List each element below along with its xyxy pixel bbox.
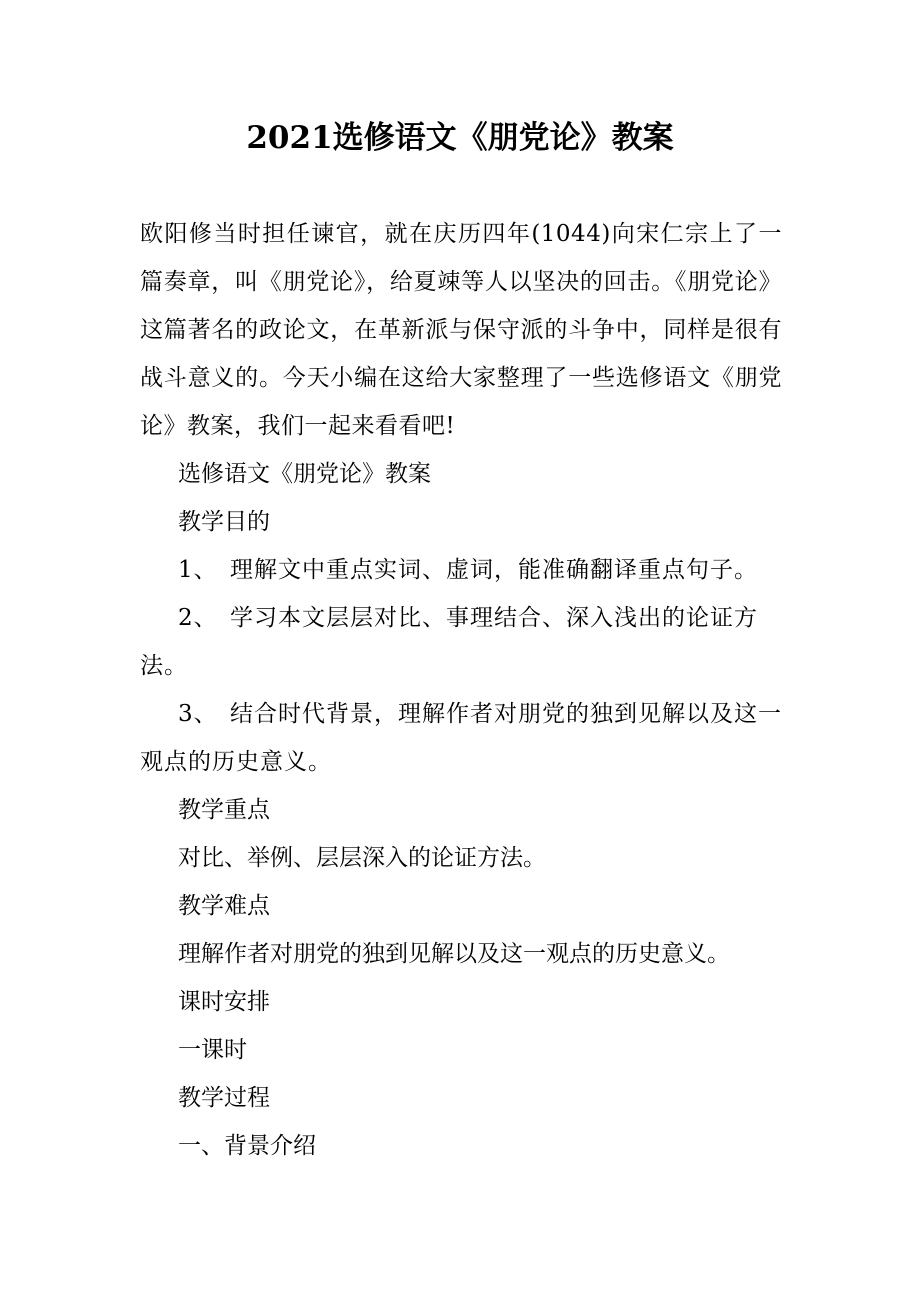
difficulty-text: 理解作者对朋党的独到见解以及这一观点的历史意义。 [178, 941, 730, 967]
key-text: 对比、举例、层层深入的论证方法。 [178, 845, 546, 871]
goal-number-1: 1、 [178, 557, 218, 583]
section-one-heading: 一、背景介绍 [178, 1133, 316, 1159]
document-body [140, 210, 782, 1170]
goal-text-2: 学习本文层层对比、事理结合、深入浅出的论证方法。 [140, 605, 758, 679]
goal-number-2: 2、 [178, 605, 218, 631]
intro-paragraph: 欧阳修当时担任谏官，就在庆历四年(1044)向宋仁宗上了一篇奏章，叫《朋党论》，给夏竦等人以坚决的回击。《朋党论》这篇著名的政论文，在革新派与保守派的斗争中，同样是很有战斗意义的。今天小编在这给大家整理了一些选修语文《朋党论》教案，我们一起来看看吧! [140, 221, 782, 439]
goal-item-2 [140, 594, 782, 690]
document-title: 2021选修语文《朋党论》教案 [246, 120, 674, 156]
goals-heading: 教学目的 [178, 509, 270, 535]
goal-text-1: 理解文中重点实词、虚词，能准确翻译重点句子。 [230, 557, 758, 583]
process-heading: 教学过程 [178, 1085, 270, 1111]
key-heading: 教学重点 [178, 797, 270, 823]
goal-number-3: 3、 [178, 701, 218, 727]
schedule-text: 一课时 [178, 1037, 247, 1063]
schedule-heading: 课时安排 [178, 989, 270, 1015]
difficulty-heading: 教学难点 [178, 893, 270, 919]
subtitle-line: 选修语文《朋党论》教案 [178, 461, 431, 487]
goal-text-3: 结合时代背景，理解作者对朋党的独到见解以及这一观点的历史意义。 [140, 701, 782, 775]
goal-item-1 [140, 546, 782, 594]
goal-item-3 [140, 690, 782, 786]
